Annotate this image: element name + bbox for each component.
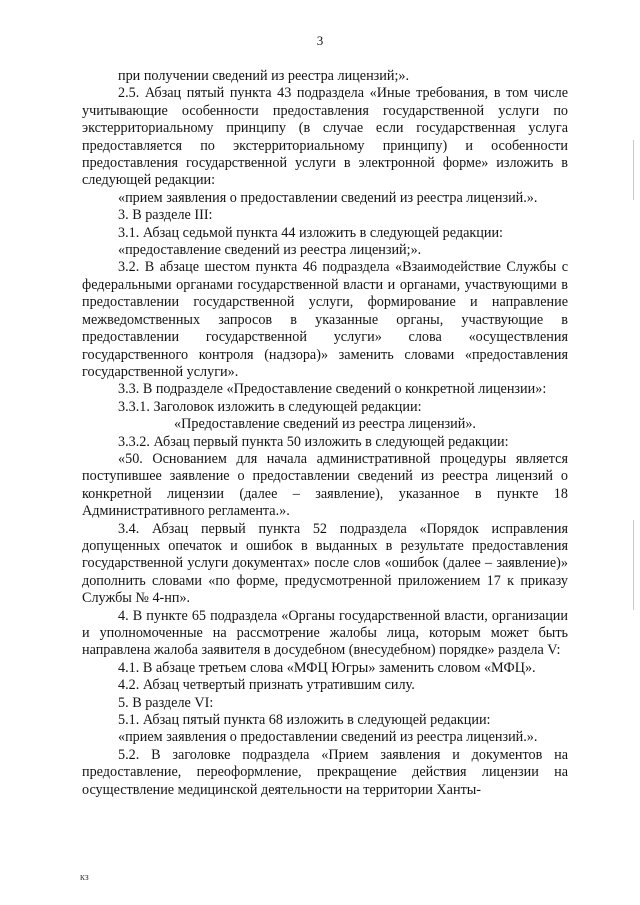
paragraph: при получении сведений из реестра лицензий;». <box>118 68 410 84</box>
paragraph: 3. В разделе III: <box>118 207 213 224</box>
paragraph: 4. В пункте 65 подраздела «Органы государственной власти, организации и уполномоченные на рассмотрение жалобы лица, которым может быть направлена жалоба заявителя в досудебном (внесудебном) порядке» раздела V: <box>82 607 568 659</box>
paragraph: «прием заявления о предоставлении сведений из реестра лицензий.». <box>118 189 538 206</box>
document-body <box>82 68 568 799</box>
paragraph: 3.1. Абзац седьмой пункта 44 изложить в следующей редакции: <box>118 224 503 241</box>
paragraph: 3.3. В подразделе «Предоставление сведений о конкретной лицензии»: <box>118 381 547 398</box>
paragraph: 5. В разделе VI: <box>118 694 214 711</box>
scan-edge-mark <box>633 140 634 200</box>
paragraph: 3.2. В абзаце шестом пункта 46 подраздела «Взаимодействие Службы с федеральными органами государственной власти и органами, участвующими в предоставлении государственной услуги, формирование и направление межведомственных запросов в указанные органы, участвующие в предоставлении государственной услуги» слова «осуществления государственного контроля (надзора)» заменить словами «предоставления государственной услуги». <box>82 259 568 380</box>
paragraph-centered-heading: «Предоставление сведений из реестра лицензий». <box>174 416 476 433</box>
scan-edge-mark <box>633 520 634 610</box>
paragraph: 2.5. Абзац пятый пункта 43 подраздела «Иные требования, в том числе учитывающие особенности предоставления государственной услуги по экстерриториальному принципу (в случае если государственная услуга предоставляется по экстерриториальному принципу) и особенности предоставления государственной услуги в электронной форме» изложить в следующей редакции: <box>82 85 568 189</box>
page-number: 3 <box>316 33 324 48</box>
paragraph: «прием заявления о предоставлении сведений из реестра лицензий.». <box>118 729 538 746</box>
paragraph: 4.1. В абзаце третьем слова «МФЦ Югры» заменить словом «МФЦ». <box>118 659 536 676</box>
paragraph: 3.3.2. Абзац первый пункта 50 изложить в следующей редакции: <box>118 433 509 450</box>
paragraph: 5.1. Абзац пятый пункта 68 изложить в следующей редакции: <box>118 712 491 729</box>
paragraph: 5.2. В заголовке подраздела «Прием заявления и документов на предоставление, переоформление, прекращение действия лицензии на осуществление медицинской деятельности на территории Ханты- <box>82 746 568 798</box>
paragraph: 4.2. Абзац четвертый признать утратившим силу. <box>118 677 415 694</box>
paragraph: 3.4. Абзац первый пункта 52 подраздела «Порядок исправления допущенных опечаток и ошибок в выданных в результате предоставления государственной услуги документах» после слов «ошибок (далее – заявление)» дополнить словами «по форме, предусмотренной приложением 17 к приказу Службы № 4-нп». <box>82 520 568 607</box>
paragraph: 3.3.1. Заголовок изложить в следующей редакции: <box>118 398 422 415</box>
paragraph: «50. Основанием для начала административной процедуры является поступившее заявление о предоставлении сведений из реестра лицензий о конкретной лицензии (далее – заявление), указанное в пункте 18 Административного регламента.». <box>82 450 568 520</box>
footer-mark: кз <box>80 872 89 883</box>
paragraph: «предоставление сведений из реестра лицензий;». <box>118 242 422 259</box>
